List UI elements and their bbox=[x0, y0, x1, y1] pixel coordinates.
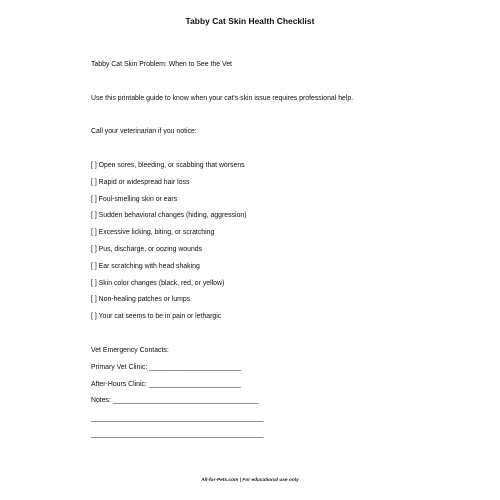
section-heading: Tabby Cat Skin Problem: When to See the Vet bbox=[91, 61, 232, 68]
notes-field[interactable]: Notes: ______________________________________ bbox=[91, 397, 259, 404]
checklist-item[interactable]: [ ] Skin color changes (black, red, or yellow) bbox=[91, 280, 225, 287]
checklist-item[interactable]: [ ] Sudden behavioral changes (hiding, aggression) bbox=[91, 212, 247, 219]
checklist-item[interactable]: [ ] Rapid or widespread hair loss bbox=[91, 179, 190, 186]
footer-text: All-for-Pets.com | For educational use only bbox=[201, 478, 299, 483]
notes-line[interactable]: _____________________________________________ bbox=[91, 431, 264, 438]
intro-text: Use this printable guide to know when your cat's skin issue requires professional help. bbox=[91, 95, 354, 102]
primary-vet-field[interactable]: Primary Vet Clinic: ________________________ bbox=[91, 364, 242, 371]
checklist-item[interactable]: [ ] Pus, discharge, or oozing wounds bbox=[91, 246, 203, 253]
checklist-item[interactable]: [ ] Your cat seems to be in pain or lethargic bbox=[91, 313, 222, 320]
after-hours-field[interactable]: After-Hours Clinic: ________________________ bbox=[91, 381, 241, 388]
checklist-item[interactable]: [ ] Non-healing patches or lumps bbox=[91, 296, 191, 303]
notes-line[interactable]: _____________________________________________ bbox=[91, 415, 264, 422]
page-title: Tabby Cat Skin Health Checklist bbox=[185, 16, 315, 26]
checklist-item[interactable]: [ ] Foul-smelling skin or ears bbox=[91, 196, 178, 203]
checklist-item[interactable]: [ ] Ear scratching with head shaking bbox=[91, 263, 200, 270]
checklist-item[interactable]: [ ] Excessive licking, biting, or scratching bbox=[91, 229, 215, 236]
checklist-item[interactable]: [ ] Open sores, bleeding, or scabbing that worsens bbox=[91, 162, 245, 169]
call-vet-text: Call your veterinarian if you notice: bbox=[91, 128, 197, 135]
contacts-heading: Vet Emergency Contacts: bbox=[91, 347, 169, 354]
